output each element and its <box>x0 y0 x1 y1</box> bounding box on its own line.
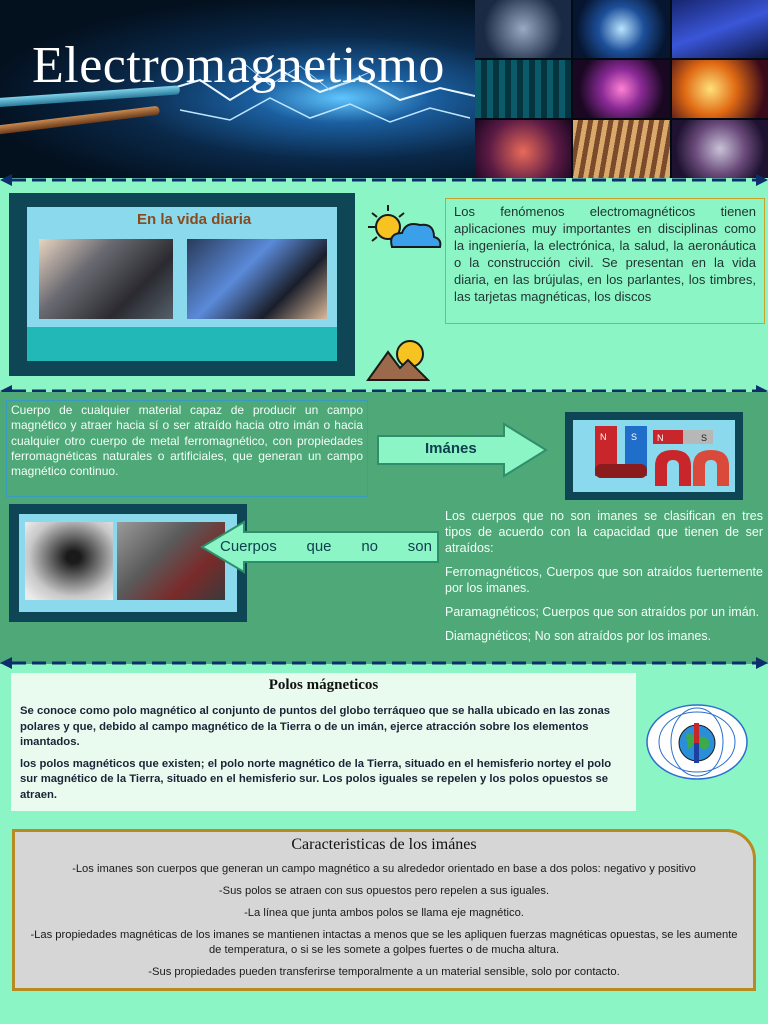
characteristic-item: -Sus polos se atraen con sus opuestos pero repelen a sus iguales. <box>218 885 550 897</box>
header-photo-collage <box>475 0 768 178</box>
magnetic-poles-panel <box>11 673 636 811</box>
characteristics-title: Caracteristicas de los imánes <box>291 836 477 853</box>
pole-label: N <box>657 433 664 443</box>
page-title: Electromagnetismo <box>32 37 445 94</box>
mountain-sun-icon <box>366 338 430 384</box>
characteristic-item: -Los imanes son cuerpos que generan un campo magnético a su alrededor orientado en base a dos polos: negativo y positivo <box>72 863 696 875</box>
motor-photo <box>672 120 768 178</box>
magnets-label: Imánes <box>425 440 477 457</box>
daily-life-heading: En la vida diaria <box>137 211 252 228</box>
magnet-image-panel <box>565 412 743 500</box>
section-divider <box>0 173 768 187</box>
horseshoe-magnets-icon <box>573 420 735 492</box>
pole-label: S <box>701 433 708 443</box>
type-item: Diamagnéticos; No son atraídos por los imanes. <box>445 629 712 643</box>
remote-tv-photo <box>187 239 327 319</box>
poles-paragraph: los polos magnéticos que existen; el polo norte magnético de la Tierra, situado en el hemisferio nortey el polo sur magnético de la Tierra, situado en el hemisferio sur. Los polos iguales se repelen y los polos opuestos se atraen. <box>20 757 612 801</box>
header-banner <box>0 0 768 178</box>
characteristics-panel <box>12 829 756 991</box>
characteristic-item: -La línea que junta ambos polos se llama eje magnético. <box>244 907 524 919</box>
non-magnets-label: Cuerpos que no son <box>220 538 432 555</box>
characteristic-item: -Las propiedades magnéticas de los imanes se mantienen intactas a menos que se les apliquen fuerzas magnéticas opuestas, se les aumente de temperatura, o si se les somete a golpes fuertes o de mucha altura. <box>30 929 738 956</box>
storm-lightning-photo <box>672 0 768 58</box>
poles-title: Polos mágneticos <box>268 677 379 693</box>
type-item: Paramagnéticos; Cuerpos que son atraídos por un imán. <box>445 605 760 619</box>
characteristic-item: -Sus propiedades pueden transferirse temporalmente a un material sensible, solo por contacto. <box>148 966 620 978</box>
atom-photo <box>475 0 571 58</box>
daily-life-card <box>27 207 337 361</box>
card-reader-photo <box>39 239 173 319</box>
spark-photo <box>573 0 669 58</box>
non-magnet-intro: Los cuerpos que no son imanes se clasifican en tres tipos de acuerdo con la capacidad que tienen de ser atraídos: <box>445 509 763 555</box>
coil-photo <box>573 120 669 178</box>
type-item: Ferromagnéticos, Cuerpos que son atraídos fuertemente por los imanes. <box>445 565 763 595</box>
card-footer-band <box>27 327 337 361</box>
field-lines-photo <box>672 60 768 118</box>
section-divider <box>0 656 768 670</box>
pole-label: N <box>600 432 607 442</box>
horseshoe-magnet-photo <box>475 120 571 178</box>
daily-life-panel <box>9 193 355 376</box>
daily-life-text: Los fenómenos electromagnéticos tienen aplicaciones muy importantes en disciplinas como la ingeniería, la electrónica, la salud, la aeronáutica o la construcción civil. Se presentan en la vida diaria, en las brújulas, en los parlantes, los timbres, las tarjetas magnéticas, los discos <box>445 198 765 324</box>
plasma-ball-photo <box>573 60 669 118</box>
iron-filings-photo <box>25 522 113 600</box>
circuit-photo <box>475 60 571 118</box>
magnet-image <box>573 420 735 492</box>
non-magnet-types <box>445 508 763 652</box>
magnet-definition: Cuerpo de cualquier material capaz de producir un campo magnético y atraer hacia sí o ser atraído hacia otro imán o hacia cualquier otro cuerpo de metal ferromagnético, con propiedades ferromagnéticas naturales o artificiales, que generan un campo magnético continuo. <box>6 400 368 497</box>
sun-cloud-icon <box>366 203 444 255</box>
pole-label: S <box>631 432 638 442</box>
magnetic-globe-icon <box>646 703 748 781</box>
poles-paragraph: Se conoce como polo magnético al conjunto de puntos del globo terráqueo que se halla ubicado en las zonas polares y que, debido al campo magnético de la Tierra o de un imán, ejerce atracción sobre los elementos imantados. <box>20 705 611 748</box>
